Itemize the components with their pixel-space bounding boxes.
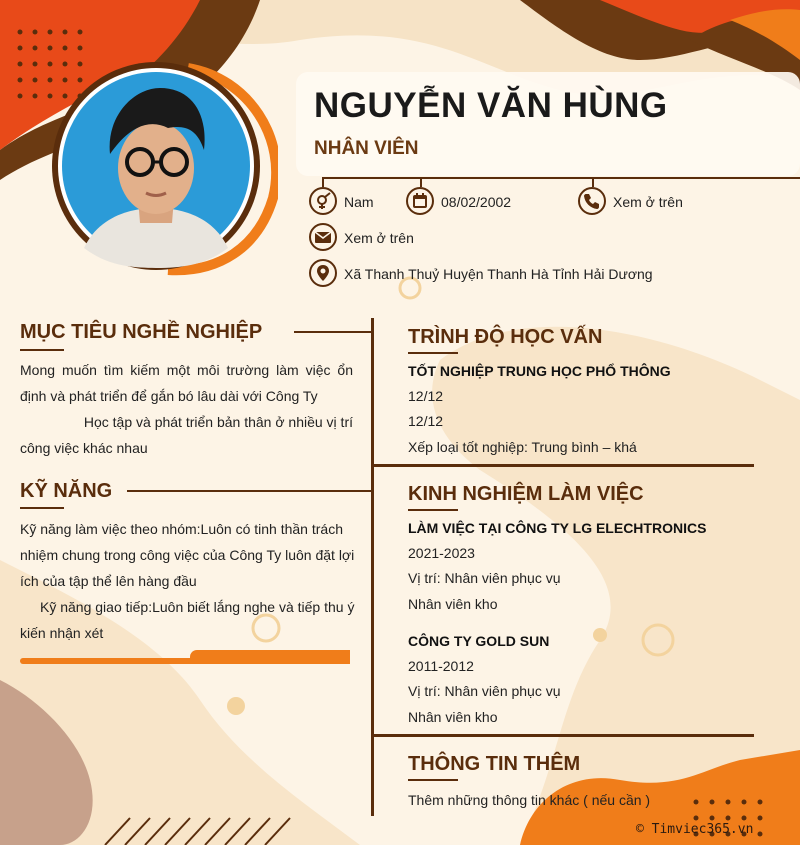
education-to: 12/12 — [408, 413, 444, 429]
experience-divider — [372, 734, 754, 737]
column-divider — [371, 318, 374, 816]
objective-title: MỤC TIÊU NGHỀ NGHIỆP — [20, 321, 263, 343]
objective-line: Mong muốn tìm kiếm một môi trường làm việc ổn — [20, 362, 353, 378]
extra-underline — [408, 779, 458, 781]
experience-title: KINH NGHIỆM LÀM VIỆC — [408, 483, 644, 505]
skills-line: ích của tập thể lên hàng đầu — [20, 573, 197, 589]
job-detail: Nhân viên kho — [408, 709, 498, 725]
objective-underline — [20, 349, 64, 351]
extra-title: THÔNG TIN THÊM — [408, 753, 581, 775]
job-period: 2021-2023 — [408, 545, 475, 561]
contact-connector — [592, 177, 594, 187]
email-icon — [309, 223, 337, 251]
contact-connector — [420, 177, 422, 187]
job-company: LÀM VIỆC TẠI CÔNG TY LG ELECHTRONICS — [408, 520, 707, 536]
education-grade: Xếp loại tốt nghiệp: Trung bình – khá — [408, 439, 637, 455]
phone-icon — [578, 187, 606, 215]
gender-icon — [309, 187, 337, 215]
education-from: 12/12 — [408, 388, 444, 404]
objective-text — [20, 357, 353, 461]
avatar-frame — [48, 58, 278, 278]
job-role: Vị trí: Nhân viên phục vụ — [408, 683, 561, 699]
objective-line: định và phát triển để gắn bó lâu dài với Công Ty — [20, 388, 318, 404]
calendar-icon — [406, 187, 434, 215]
skill-level-bar — [20, 650, 350, 664]
job-role: Vị trí: Nhân viên phục vụ — [408, 570, 561, 586]
avatar-ring — [48, 58, 278, 278]
skills-line: Kỹ năng giao tiếp:Luôn biết lắng nghe và tiếp thu ý — [40, 599, 355, 615]
contact-connector — [322, 177, 324, 187]
skills-line: Kỹ năng làm việc theo nhóm:Luôn có tinh thần trách — [20, 521, 343, 537]
job-position: NHÂN VIÊN — [314, 138, 419, 159]
job-period: 2011-2012 — [408, 658, 474, 674]
job-company: CÔNG TY GOLD SUN — [408, 633, 550, 649]
objective-line: Học tập và phát triển bản thân ở nhiều vị trí — [83, 414, 353, 430]
birthday-value: 08/02/2002 — [441, 194, 512, 210]
watermark: © Timviec365.vn — [636, 822, 754, 837]
objective-rule — [294, 331, 372, 333]
address-value: Xã Thanh Thuỷ Huyện Thanh Hà Tỉnh Hải Dương — [344, 266, 653, 282]
phone-value: Xem ở trên — [613, 194, 683, 210]
skills-underline — [20, 507, 64, 509]
gender-value: Nam — [344, 194, 374, 210]
experience-underline — [408, 509, 458, 511]
education-divider — [372, 464, 754, 467]
location-icon — [309, 259, 337, 287]
education-underline — [408, 352, 458, 354]
email-value: Xem ở trên — [344, 230, 414, 246]
candidate-name: NGUYỄN VĂN HÙNG — [314, 86, 668, 125]
contact-divider — [322, 177, 800, 179]
skills-title: KỸ NĂNG — [20, 480, 113, 502]
skills-line: nhiệm chung trong công việc của Công Ty luôn đặt lợi — [20, 547, 355, 563]
education-school: TỐT NGHIỆP TRUNG HỌC PHỔ THÔNG — [408, 363, 671, 379]
skill-level-cap — [190, 650, 350, 664]
job-detail: Nhân viên kho — [408, 596, 498, 612]
objective-line: công việc khác nhau — [20, 440, 148, 456]
skills-line: kiến nhận xét — [20, 625, 104, 641]
skills-rule — [127, 490, 372, 492]
education-title: TRÌNH ĐỘ HỌC VẤN — [408, 326, 603, 348]
extra-text: Thêm những thông tin khác ( nếu cần ) — [408, 792, 651, 808]
skills-text — [20, 516, 365, 646]
